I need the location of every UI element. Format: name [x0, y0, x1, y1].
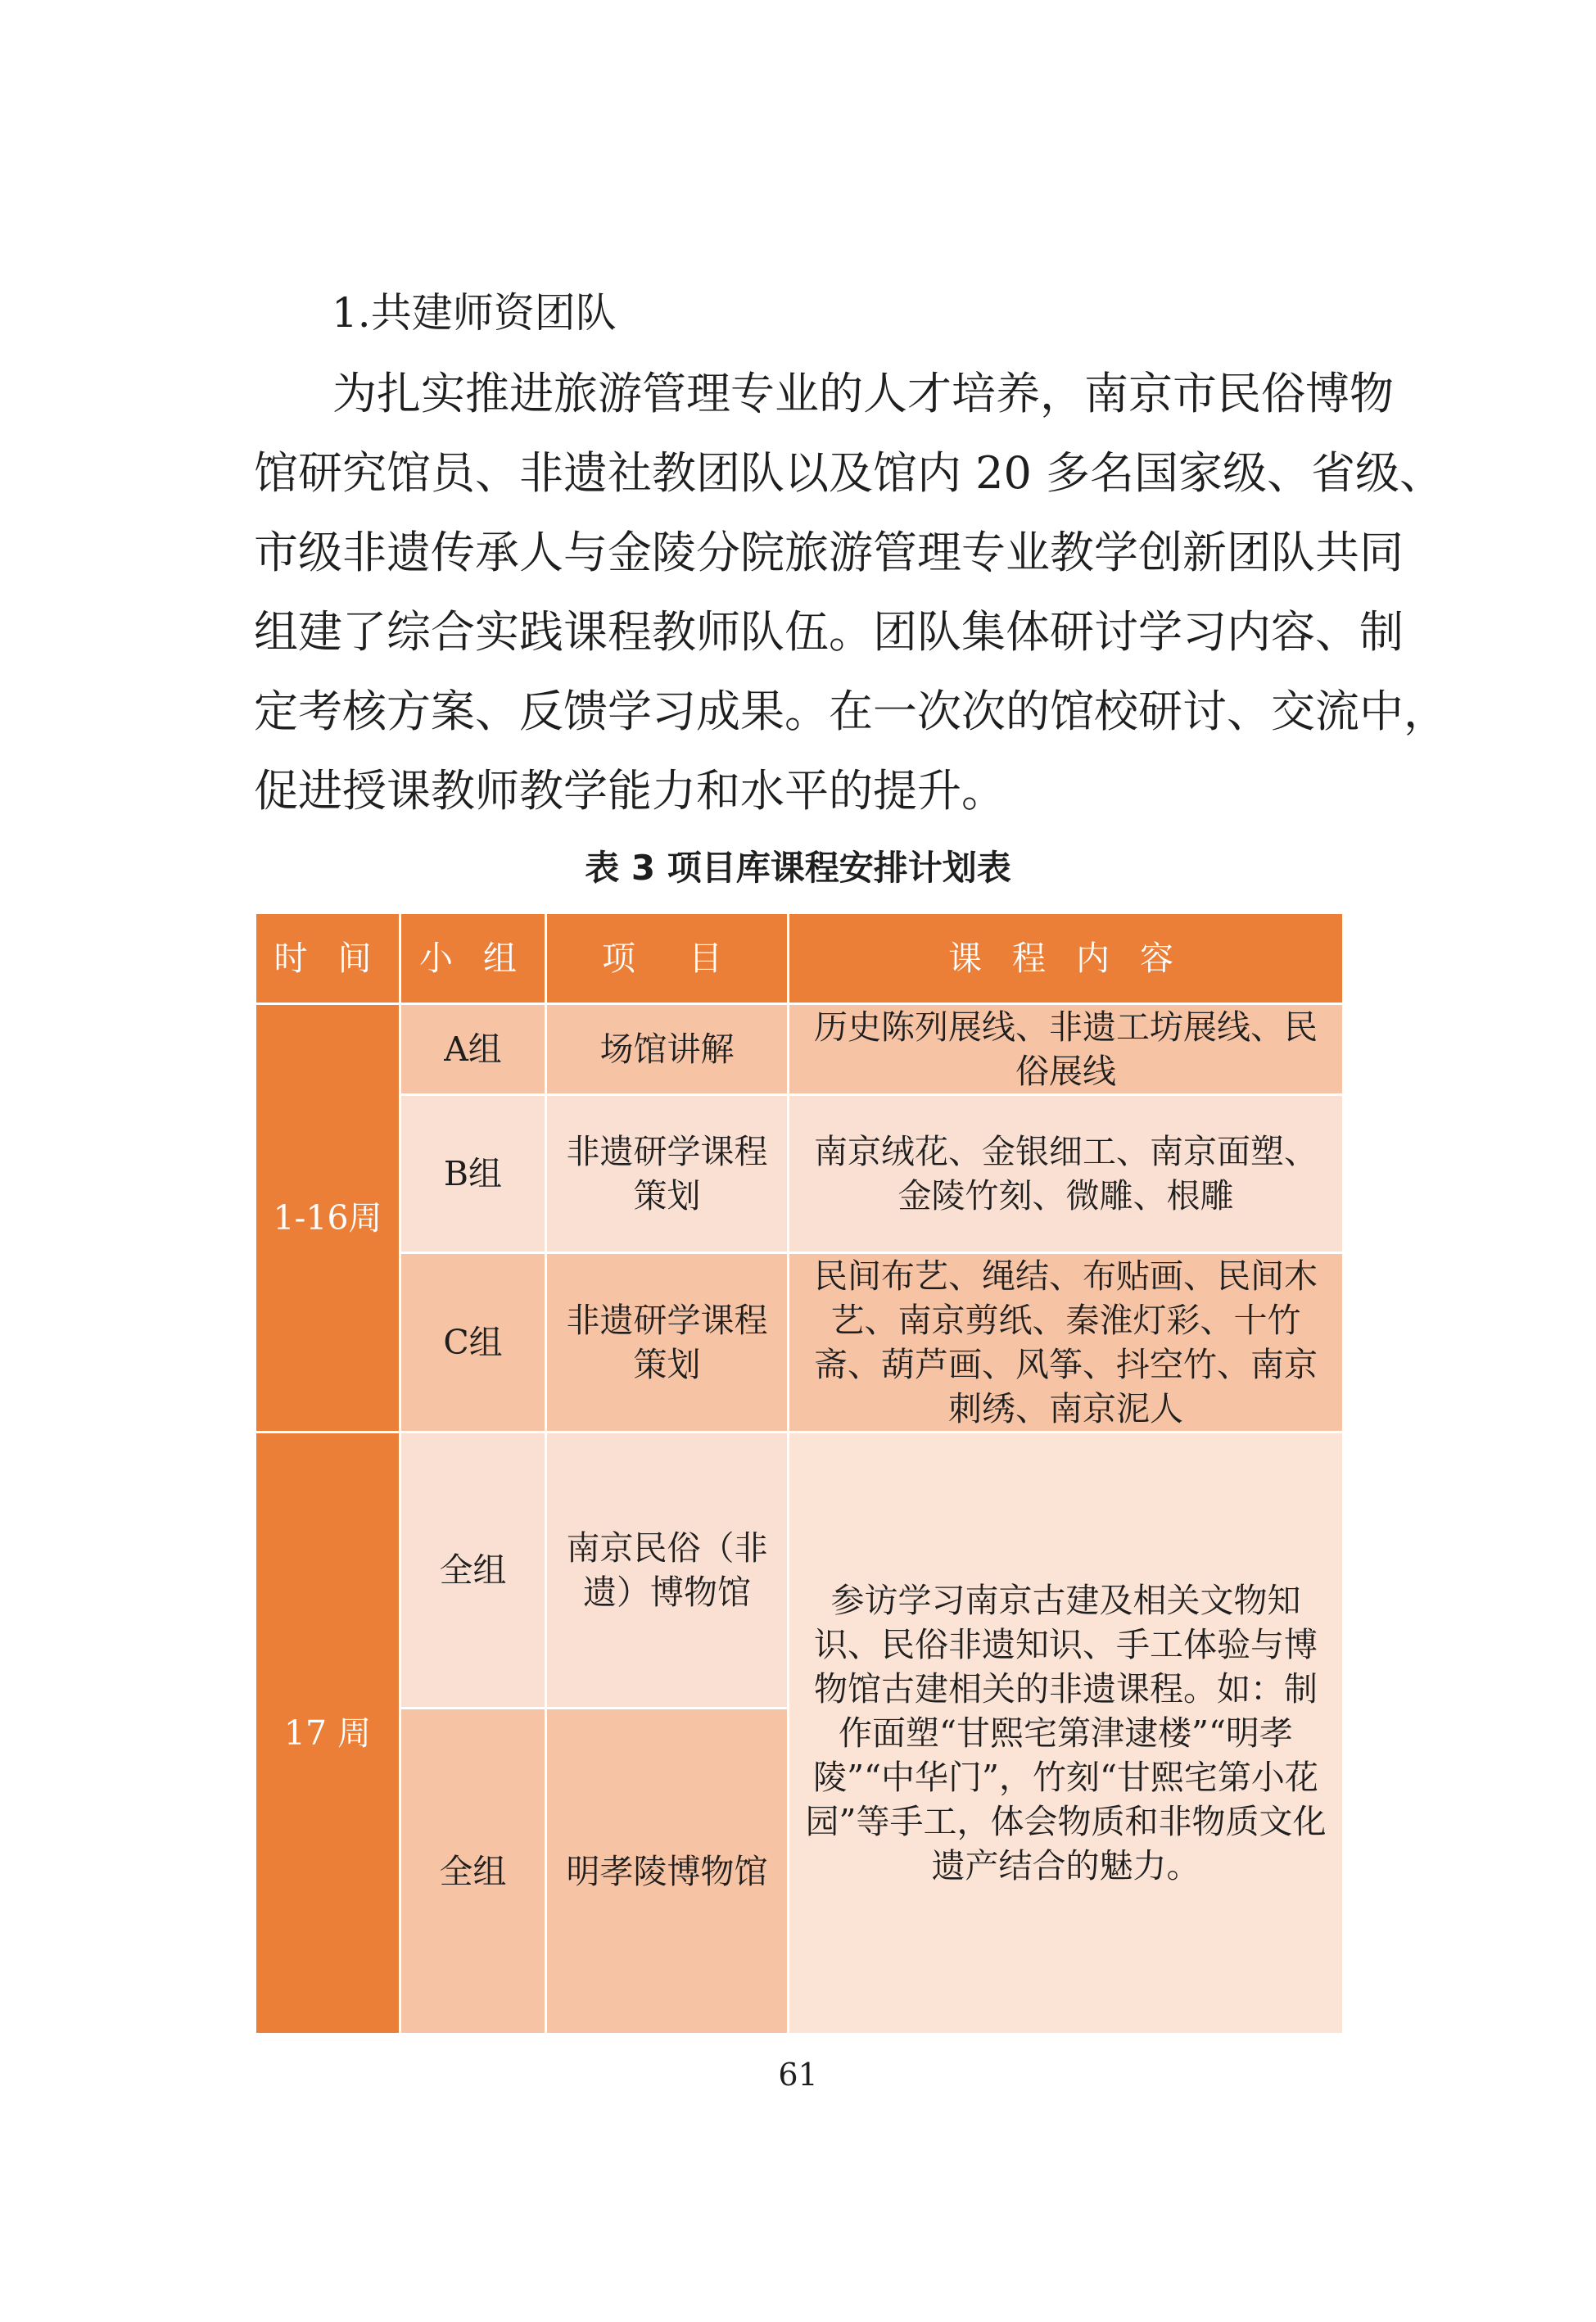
page-number: 61: [778, 2057, 818, 2093]
paragraph-line: 组建了综合实践课程教师队伍。团队集体研讨学习内容、制: [254, 606, 1404, 658]
content-cell: 南京绒花、金银细工、南京面塑、金陵竹刻、微雕、根雕: [789, 1095, 1344, 1253]
time-cell: 1-16周: [255, 1004, 400, 1433]
table-header-row: [255, 913, 1344, 1004]
table-caption: 表 3 项目库课程安排计划表: [585, 848, 1011, 888]
paragraph-line: 促进授课教师教学能力和水平的提升。: [254, 765, 1006, 817]
header-content: 课 程 内 容: [789, 913, 1344, 1004]
paragraph-line: 为扎实推进旅游管理专业的人才培养，南京市民俗博物: [332, 368, 1394, 419]
project-cell: 明孝陵博物馆: [546, 1709, 789, 2035]
body-paragraph: [254, 354, 1448, 831]
header-group: 小 组: [400, 913, 546, 1004]
table-row: [255, 1253, 1344, 1433]
section-heading: 1.共建师资团队: [332, 289, 617, 337]
table-row: [255, 1004, 1344, 1095]
content-cell: 民间布艺、绳结、布贴画、民间木艺、南京剪纸、秦淮灯彩、十竹斋、葫芦画、风筝、抖空竹、南京刺绣、南京泥人: [789, 1253, 1344, 1433]
project-cell: 非遗研学课程策划: [546, 1095, 789, 1253]
paragraph-line: 市级非遗传承人与金陵分院旅游管理专业教学创新团队共同: [254, 527, 1404, 578]
course-schedule-table: [254, 912, 1345, 2035]
header-time: 时 间: [255, 913, 400, 1004]
group-cell: 全组: [400, 1433, 546, 1709]
project-cell: 场馆讲解: [546, 1004, 789, 1095]
table-row: [255, 1095, 1344, 1253]
paragraph-line: 定考核方案、反馈学习成果。在一次次的馆校研讨、交流中，: [254, 686, 1448, 737]
header-project: 项 目: [546, 913, 789, 1004]
group-cell: 全组: [400, 1709, 546, 2035]
group-cell: B组: [400, 1095, 546, 1253]
group-cell: A组: [400, 1004, 546, 1095]
table-row: [255, 1433, 1344, 1709]
group-cell: C组: [400, 1253, 546, 1433]
content-cell: 参访学习南京古建及相关文物知识、民俗非遗知识、手工体验与博物馆古建相关的非遗课程。如：制作面塑“甘熙宅第津逮楼”“明孝陵”“中华门”，竹刻“甘熙宅第小花园”等手工，体会物质和非物质文化遗产结合的魅力。: [789, 1433, 1344, 2035]
content-cell: 历史陈列展线、非遗工坊展线、民俗展线: [789, 1004, 1344, 1095]
time-cell: 17 周: [255, 1433, 400, 2035]
paragraph-line: 馆研究馆员、非遗社教团队以及馆内 20 多名国家级、省级、: [254, 447, 1445, 499]
project-cell: 南京民俗（非遗）博物馆: [546, 1433, 789, 1709]
project-cell: 非遗研学课程策划: [546, 1253, 789, 1433]
